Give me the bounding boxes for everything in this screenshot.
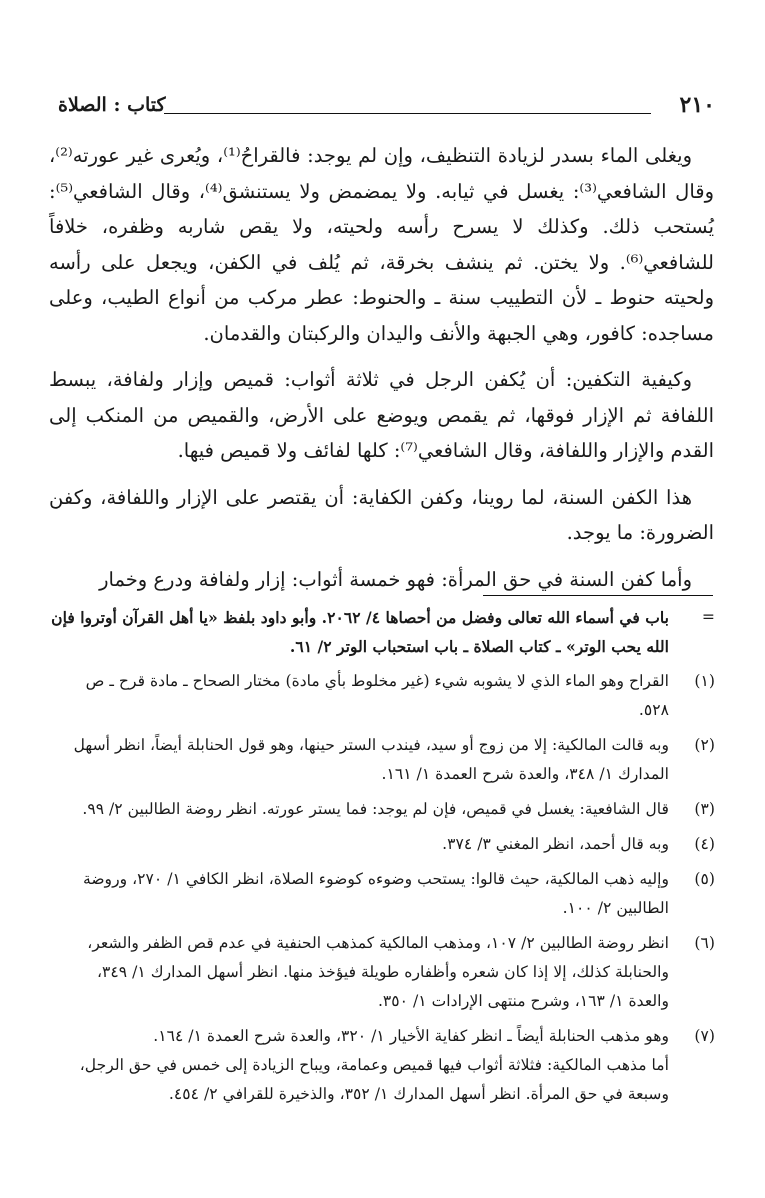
page-number: ٢١٠ <box>679 92 715 118</box>
paragraph: ويغلى الماء بسدر لزيادة التنظيف، وإن لم يوجد: فالقراحُ⁽¹⁾، ويُعرى غير عورته⁽²⁾، وقال الشافعي⁽³⁾: يغسل في ثيابه. ولا يمضمض ولا يستنشق⁽⁴⁾، وقال الشافعي⁽⁵⁾: يُستحب ذلك. وكذلك لا يسرح رأسه ولحيته، ولا يقص شاربه وظفره، خلافاً للشافعي⁽⁶⁾. ولا يختن. ثم ينشف بخرقة، ثم يُلف في الكفن، ويجعل على رأسه ولحيته حنوط ـ لأن التطييب سنة ـ والحنوط: عطر مركب من أنواع الطيب، وعلى مساجده: كافور، وهي الجبهة والأنف واليدان والركبتان والقدمان. <box>49 144 715 345</box>
main-text <box>49 138 714 597</box>
footnote-line: قال الشافعية: يغسل في قميص، فإن لم يوجد: فما يستر عورته. انظر روضة الطالبين ٢/ ٩٩. <box>82 800 669 818</box>
footnote-line: الله يحب الوتر» ـ كتاب الصلاة ـ باب استحباب الوتر ٢/ ٦١. <box>289 637 669 656</box>
footnote-line: أما مذهب المالكية: فثلاثة أثواب فيها قميص وعمامة، ويباح الزيادة إلى خمس في حق الرجل، <box>79 1056 669 1074</box>
footnote-marker: (٧) <box>694 1027 715 1045</box>
footnote-1 <box>50 667 715 725</box>
footnote-separator <box>483 595 713 596</box>
footnotes <box>50 603 715 1115</box>
footnote-line: وبه قالت المالكية: إلا من زوج أو سيد، فيندب الستر حينها، وهو قول الحنابلة أيضاً، انظر أسهل <box>73 736 669 754</box>
footnote-2 <box>50 731 715 789</box>
footnote-marker: (٤) <box>694 835 715 853</box>
footnote-marker: (٥) <box>694 870 715 888</box>
running-title: كتاب : الصلاة <box>58 94 166 116</box>
footnote-line: وإليه ذهب المالكية، حيث قالوا: يستحب وضوءه كوضوء الصلاة، انظر الكافي ١/ ٢٧٠، وروضة <box>82 870 669 888</box>
footnote-3 <box>50 795 715 824</box>
footnote-7 <box>50 1022 715 1109</box>
footnote-line: وسبعة في حق المرأة. انظر أسهل المدارك ١/ ٣٥٢، والذخيرة للقرافي ٢/ ٤٥٤. <box>168 1085 669 1103</box>
footnote-6 <box>50 929 715 1016</box>
footnote-line: والحنابلة كذلك، إلا إذا كان شعره وأظفاره طويلة فيؤخذ منها. انظر أسهل المدارك ١/ ٣٤٩، <box>97 963 669 981</box>
footnote-continued <box>50 603 715 661</box>
header-rule <box>164 113 651 114</box>
footnote-marker: (٢) <box>694 736 715 754</box>
footnote-marker: (٦) <box>694 934 715 952</box>
running-header <box>58 92 715 126</box>
footnote-line: وهو مذهب الحنابلة أيضاً ـ انظر كفاية الأخيار ١/ ٣٢٠، والعدة شرح العمدة ١/ ١٦٤. <box>153 1027 669 1045</box>
footnote-line: انظر روضة الطالبين ٢/ ١٠٧، ومذهب المالكية كمذهب الحنفية في عدم قص الظفر والشعر، <box>87 934 669 952</box>
footnote-line: القراح وهو الماء الذي لا يشوبه شيء (غير مخلوط بأي مادة) مختار الصحاح ـ مادة قرح ـ ص <box>85 672 669 690</box>
footnote-line: باب في أسماء الله تعالى وفضل من أحصاها ٤/ ٢٠٦٢. وأبو داود بلفظ «يا أهل القرآن أوتروا فإن <box>51 608 669 627</box>
paragraph: هذا الكفن السنة، لما روينا، وكفن الكفاية: أن يقتصر على الإزار واللفافة، وكفن الضرورة: ما يوجد. <box>49 485 714 544</box>
footnote-marker: (١) <box>694 672 715 690</box>
paragraph: وأما كفن السنة في حق المرأة: فهو خمسة أثواب: إزار ولفافة ودرع وخمار <box>99 567 692 591</box>
paragraph: وكيفية التكفين: أن يُكفن الرجل في ثلاثة أثواب: قميص وإزار ولفافة، يبسط اللفافة ثم الإزار فوقها، ثم يقمص ويوضع على الأرض، والقميص من المنكب إلى القدم والإزار واللفافة، وقال الشافعي⁽⁷⁾: كلها لفائف ولا قميص فيها. <box>49 368 714 462</box>
footnote-4 <box>50 830 715 859</box>
footnote-marker: = <box>701 608 715 626</box>
footnote-line: ٥٢٨. <box>638 701 669 719</box>
footnote-marker: (٣) <box>694 800 715 818</box>
footnote-5 <box>50 865 715 923</box>
footnote-line: وبه قال أحمد، انظر المغني ٣/ ٣٧٤. <box>442 835 669 853</box>
footnote-line: المدارك ١/ ٣٤٨، والعدة شرح العمدة ١/ ١٦١. <box>381 765 669 783</box>
footnote-line: الطالبين ٢/ ١٠٠. <box>562 899 669 917</box>
footnote-line: والعدة ١/ ١٦٣، وشرح منتهى الإرادات ١/ ٣٥٠. <box>377 992 669 1010</box>
